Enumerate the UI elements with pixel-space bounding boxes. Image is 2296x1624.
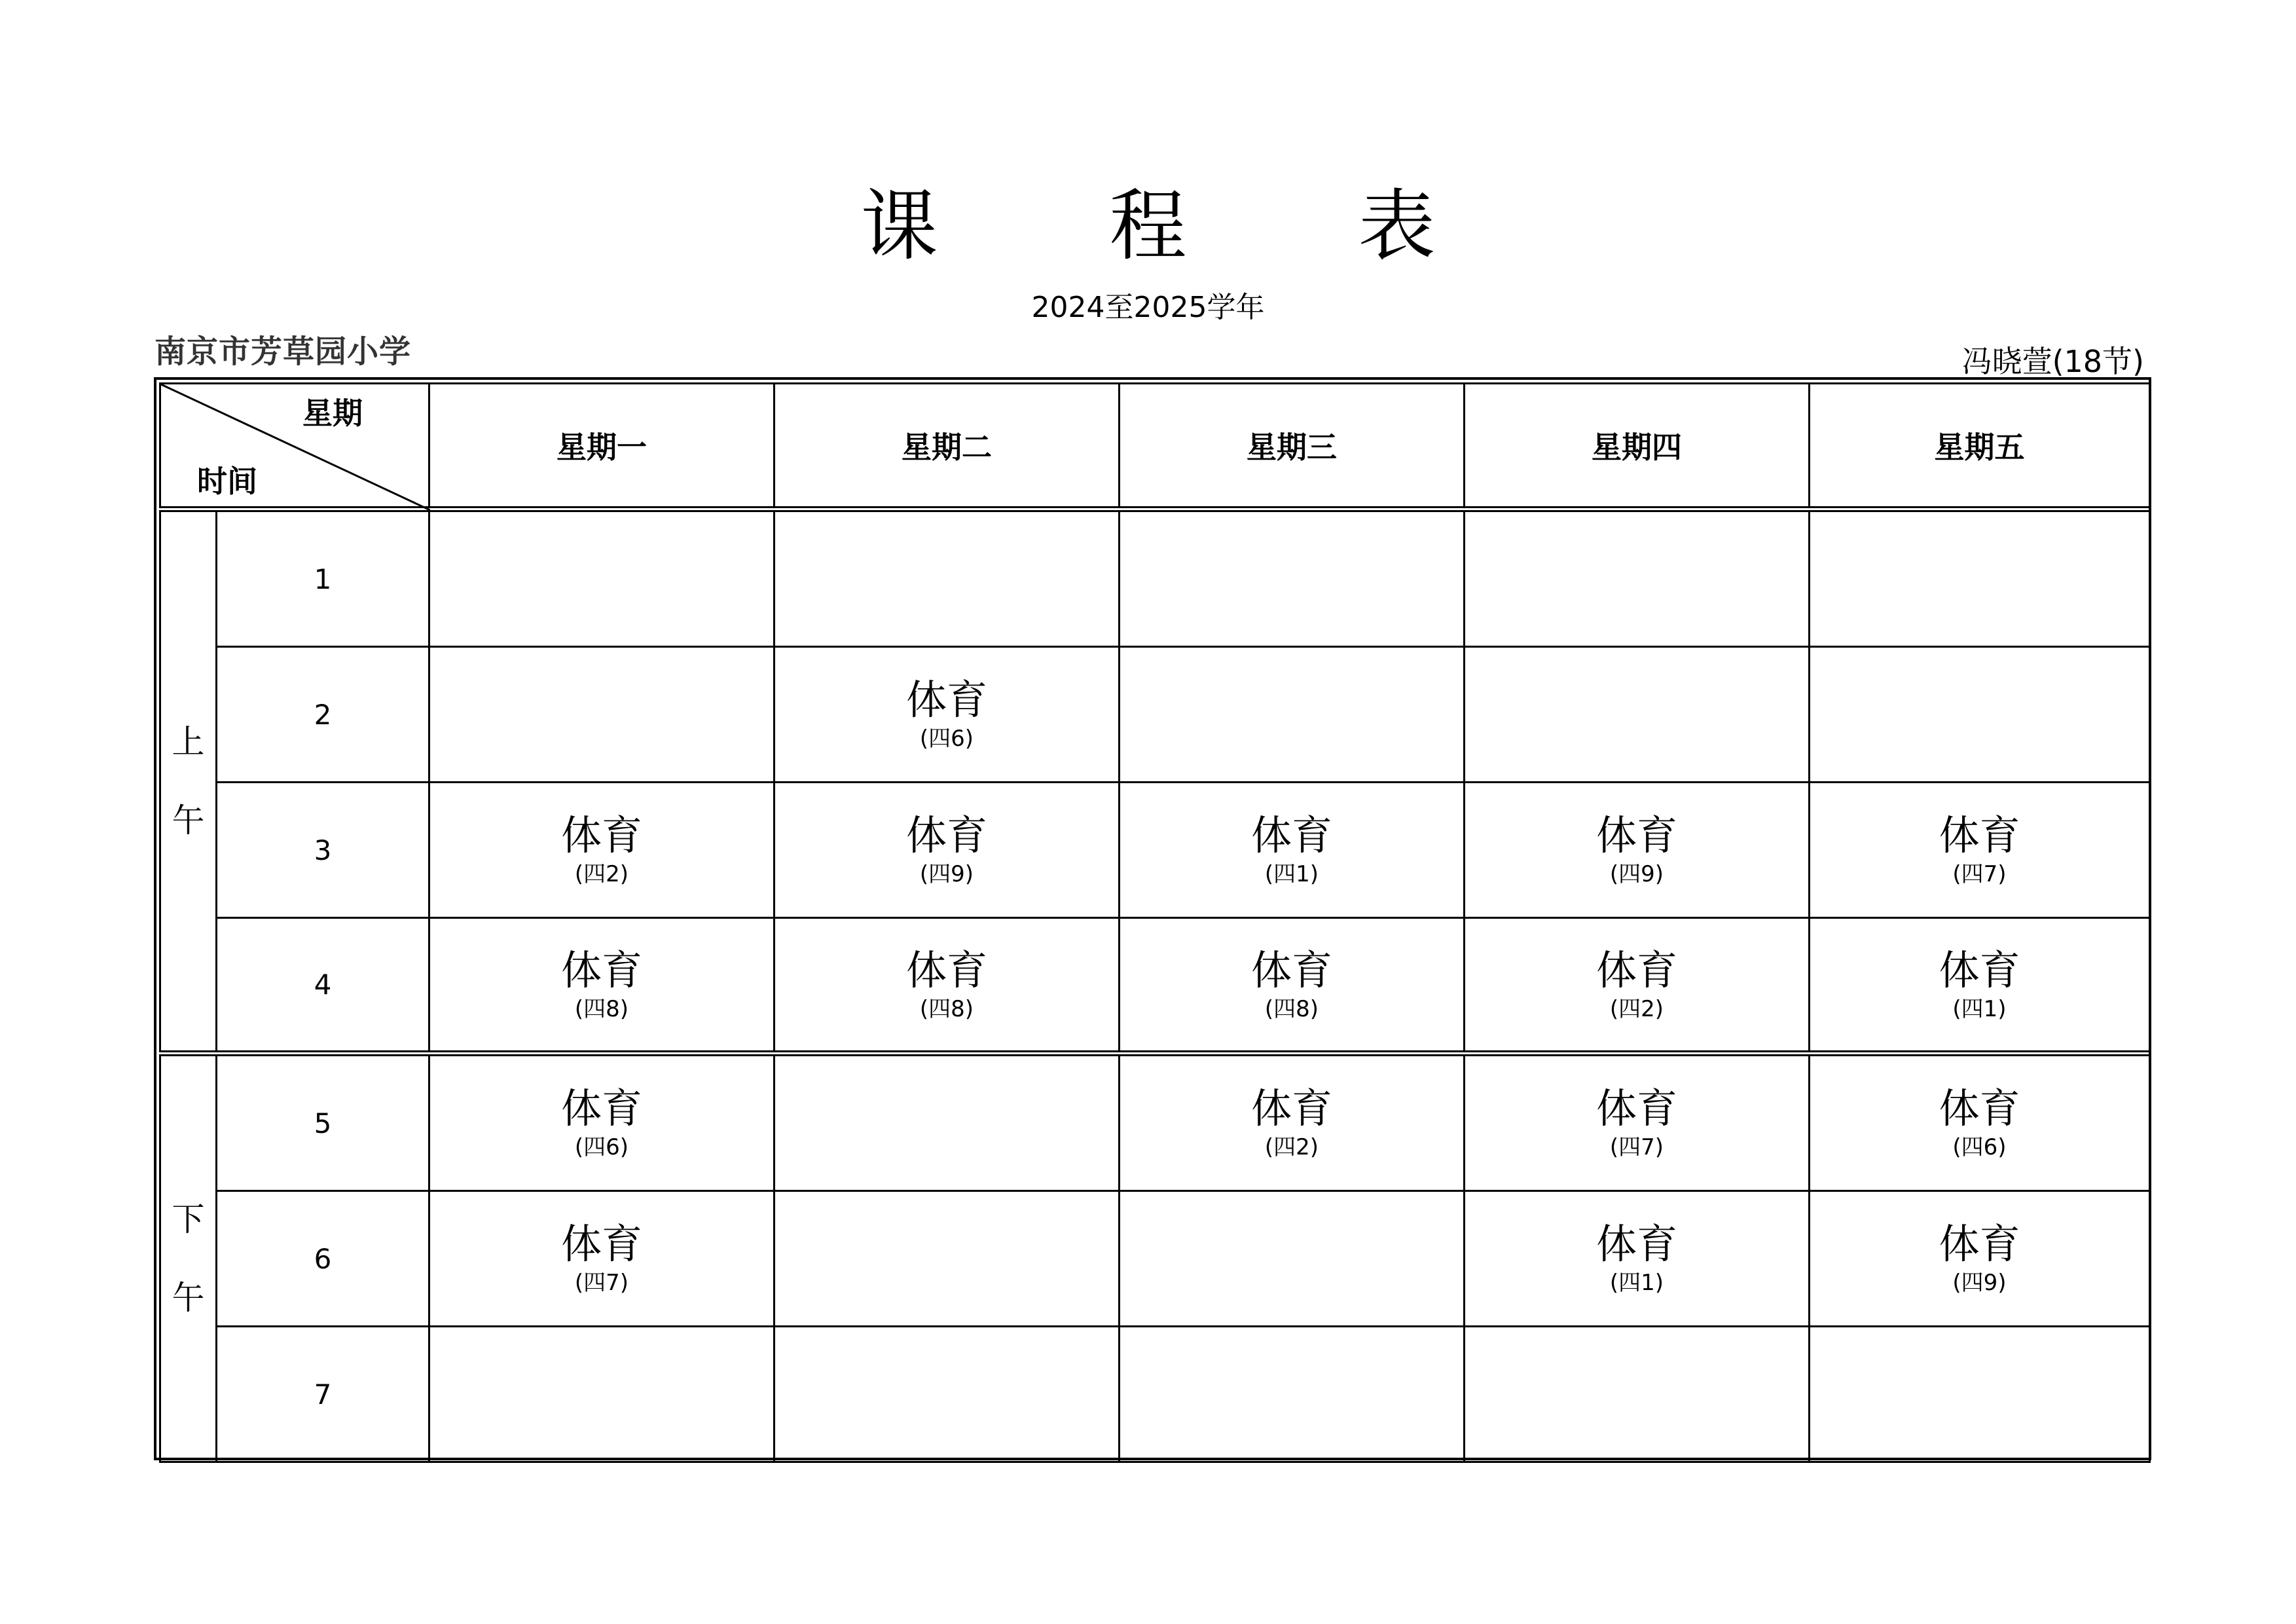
period-number: 6 [217,1191,429,1327]
teacher-name: 冯晓萱(18节) [1961,344,2144,379]
page-title [0,177,2296,275]
lesson-class: (四1) [1609,1270,1664,1296]
lesson-subject: 体育 [1595,811,1677,859]
day-header-4: 星期四 [1465,384,1810,509]
lesson-cell [429,509,774,647]
lesson-cell [774,647,1120,783]
half-day-char: 午 [172,1279,205,1317]
table-row [160,647,2150,783]
title-char-3: 表 [1358,181,1436,271]
lesson-subject: 体育 [560,811,642,859]
lesson-subject: 体育 [905,676,987,724]
afternoon-label [160,1054,217,1462]
lesson-subject: 体育 [1939,1220,2020,1268]
lesson-class: (四9) [919,861,974,887]
lesson-cell [1810,647,2150,783]
lesson-cell [1810,918,2150,1054]
lesson-class: (四8) [919,995,974,1022]
lesson-cell [774,1327,1120,1462]
morning-label [160,509,217,1054]
lesson-subject: 体育 [560,946,642,994]
corner-day-label: 星期 [302,396,363,431]
lesson-class: (四2) [1609,995,1664,1022]
day-header-5: 星期五 [1810,384,2150,509]
lesson-cell [774,1054,1120,1191]
lesson-subject: 体育 [905,946,987,994]
lesson-cell [429,918,774,1054]
lesson-class: (四7) [574,1270,629,1296]
lesson-cell [1465,783,1810,918]
lesson-class: (四8) [574,995,629,1022]
lesson-subject: 体育 [1250,946,1332,994]
lesson-class: (四1) [1264,861,1319,887]
half-day-char: 午 [172,802,205,840]
lesson-cell [1120,509,1465,647]
lesson-cell [1465,1327,1810,1462]
half-day-char: 上 [172,723,205,761]
lesson-cell [774,918,1120,1054]
table-row [160,1327,2150,1462]
day-header-3: 星期三 [1120,384,1465,509]
lesson-cell [1465,509,1810,647]
lesson-cell [1810,1054,2150,1191]
table-row [160,509,2150,647]
school-name: 南京市芳草园小学 [155,333,412,370]
lesson-subject: 体育 [1595,1084,1677,1132]
lesson-class: (四6) [919,726,974,752]
lesson-cell [774,1191,1120,1327]
table-row [160,1191,2150,1327]
lesson-subject: 体育 [1939,1084,2020,1132]
lesson-cell [1120,1191,1465,1327]
lesson-cell [1810,1327,2150,1462]
lesson-cell [1810,783,2150,918]
corner-time-label: 时间 [197,464,257,499]
lesson-cell [1810,509,2150,647]
lesson-cell [429,783,774,918]
period-number: 3 [217,783,429,918]
lesson-cell [1465,1054,1810,1191]
lesson-subject: 体育 [1939,946,2020,994]
lesson-subject: 体育 [560,1084,642,1132]
table-row [160,1054,2150,1191]
lesson-class: (四2) [574,861,629,887]
timetable [159,382,2151,1463]
lesson-cell [429,1191,774,1327]
lesson-class: (四6) [574,1134,629,1160]
corner-cell [160,384,429,509]
half-day-char: 下 [172,1200,205,1238]
period-number: 2 [217,647,429,783]
lesson-subject: 体育 [1939,811,2020,859]
lesson-subject: 体育 [1595,1220,1677,1268]
table-row [160,783,2150,918]
lesson-class: (四7) [1952,861,2007,887]
lesson-class: (四8) [1264,995,1319,1022]
lesson-cell [1120,783,1465,918]
school-year: 2024至2025学年 [1031,291,1265,324]
lesson-cell [1120,1054,1465,1191]
lesson-class: (四7) [1609,1134,1664,1160]
lesson-cell [429,647,774,783]
lesson-class: (四9) [1609,861,1664,887]
day-header-1: 星期一 [429,384,774,509]
lesson-cell [774,509,1120,647]
lesson-subject: 体育 [560,1220,642,1268]
lesson-cell [774,783,1120,918]
lesson-subject: 体育 [1595,946,1677,994]
title-char-1: 课 [860,181,938,271]
lesson-class: (四6) [1952,1134,2007,1160]
lesson-cell [429,1327,774,1462]
header-row [160,384,2150,509]
lesson-cell [1120,647,1465,783]
lesson-class: (四1) [1952,995,2007,1022]
table-row [160,918,2150,1054]
lesson-cell [429,1054,774,1191]
lesson-class: (四9) [1952,1270,2007,1296]
lesson-cell [1810,1191,2150,1327]
period-number: 7 [217,1327,429,1462]
period-number: 1 [217,509,429,647]
lesson-cell [1465,1191,1810,1327]
lesson-subject: 体育 [905,811,987,859]
lesson-cell [1120,1327,1465,1462]
lesson-cell [1465,918,1810,1054]
lesson-subject: 体育 [1250,1084,1332,1132]
lesson-cell [1120,918,1465,1054]
lesson-cell [1465,647,1810,783]
period-number: 5 [217,1054,429,1191]
lesson-class: (四2) [1264,1134,1319,1160]
title-char-2: 程 [1109,181,1187,271]
day-header-2: 星期二 [774,384,1120,509]
lesson-subject: 体育 [1250,811,1332,859]
period-number: 4 [217,918,429,1054]
